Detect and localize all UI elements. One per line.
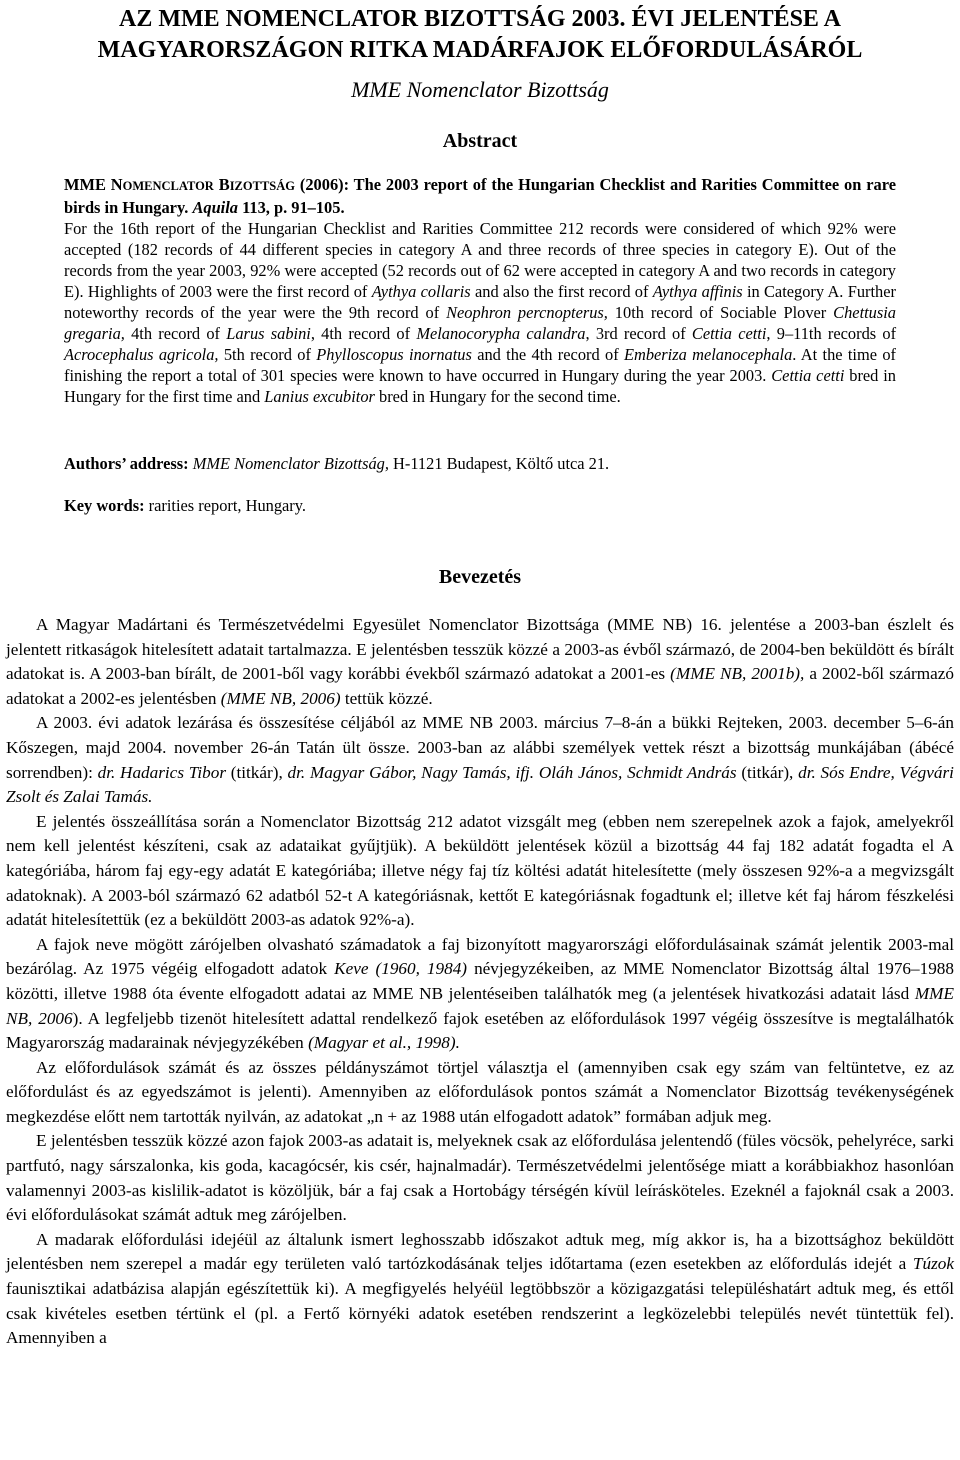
italic-text: Keve (1960, 1984) (334, 959, 468, 979)
text: névjegyzékeiben, az MME Nomenclator Bizottság által 1976‒1988 közötti, illetve 1988 óta évente elfogadott adatai az MME NB jelentéseiben találhatók meg (a jelentések hivatkozási adatait lásd (6, 959, 954, 1003)
keywords: Key words: rarities report, Hungary. (64, 496, 306, 515)
abstract-text-segment: , 4th record of (310, 324, 417, 343)
italic-text: dr. Hadarics Tibor (97, 762, 227, 782)
abstract-text-segment: For the 16th report of the Hungarian Checklist and Rarities Committee 212 records were considered of which 92% were accepted (182 records of 44 different species in category A and three records of three species in category E). Out of the records from the year 2003, 92% were accepted (52 records out of 62 were accepted in category A and two records in category E). Highlights of 2003 were the first record of (64, 219, 896, 301)
species-name: Emberiza melanocephala (623, 345, 793, 364)
paper-title (60, 4, 900, 66)
italic-text: MME NB, 2006 (6, 983, 954, 1028)
text: (titkár), (736, 762, 799, 782)
species-name: Cettia cetti (691, 324, 767, 343)
abstract-text-segment: in Category A. Further noteworthy records of the year were the 9th record of (64, 282, 896, 322)
italic-text: (MME NB, 2006) (220, 688, 341, 708)
text: A fajok neve mögött zárójelben olvasható számadatok a faj bizonyított magyarországi előfordulásainak számát jelentik 2003-mal bezárólag. Az 1975 végéig elfogadott adatok (6, 934, 954, 979)
text: Az előfordulások számát és az összes példányszámot törtjel választja el (amennyiben csak egy szám van feltüntetve, ez az előfordulást és az egyedszámot is jelenti). Amennyiben az előfordulások pontos számát a Nomenclator Bizottság tevékenységének megkezdése előtt nem tartották nyilván, az adatokat „n + az 1988 után elfogadott adatok” formában adjuk meg. (6, 1057, 954, 1126)
abstract-text-segment: , 9‒11th records of (766, 324, 897, 343)
species-name: Chettusia gregaria, (64, 303, 897, 343)
text: E jelentés összeállítása során a Nomenclator Bizottság 212 adatot vizsgált meg (ebben nem szerepelnek azok a fajok, amelyekről nem kell jelentést készíteni, csak az adataikat gyűjtjük). A beküldött jelentések közül a bizottság 44 faj 182 adatát fogadta el A kategóriába, három faj egy-egy adatát E kategóriába; illetve négy faj tíz költési adatát hitelesítette (mely összesen 92%-a a megvizsgált adatoknak). A 2003-ból származó 62 adatból 52-t A kategóriásnak, kettőt E kategóriásnak fogadtunk el; illetve két faj három fészkelési adatát hitelesítettük (ez a beküldött 2003-as adatok 92%-a). (6, 811, 954, 930)
species-name: Aythya affinis (652, 282, 743, 301)
paragraph (6, 613, 954, 711)
paragraph (6, 1129, 954, 1227)
text: A Magyar Madártani és Természetvédelmi Egyesület Nomenclator Bizottsága (MME NB) 16. jelentése a 2003-ban észlelt és jelentett ritkaságok hitelesített adatait tartalmazza. E jelentésben tesszük közzé a 2003-as évből származó, de 2004-ben beküldött és bírált adatokat is. A 2003-ban bírált, de 2001-ből vagy korábbi évekből származó adatokat a 2001-es (6, 615, 954, 684)
abstract-text-segment: 5th record of (218, 345, 317, 364)
abstract-block (64, 174, 896, 407)
text: A 2003. évi adatok lezárása és összesítése céljából az MME NB 2003. március 7‒8-án a bükki Rejteken, 2003. december 5‒6-án Kőszegen, majd 2004. november 26-án Tatán ült össze. 2003-ban az alábbi személyek vettek részt a bizottság munkájában (ábécé sorrendben): (6, 713, 954, 782)
italic-text: dr. Sós Endre, Végvári Zsolt és Zalai Tamás. (6, 762, 954, 807)
text: a 2002-ből származó adatokat a 2002-es jelentésben (6, 664, 954, 708)
title-line-1: AZ MME NOMENCLATOR BIZOTTSÁG 2003. ÉVI JELENTÉSE A (119, 6, 841, 32)
abstract-text-segment: and also the first record of (470, 282, 653, 301)
text: A madarak előfordulási idejéül az általunk ismert leghosszabb időszakot adtuk meg, míg akkor is, ha a bizottsághoz beküldött jelentésben nem szerepel a madár egy területen való tartózkodásának teljes időtartama (ezen esetekben az előfordulás idejét a (6, 1229, 954, 1274)
paragraph (6, 810, 954, 933)
section-heading: Bevezetés (438, 566, 522, 588)
paragraph (6, 711, 954, 809)
paragraph (6, 933, 954, 1056)
body-text (6, 613, 954, 1351)
abstract-text-segment: bred in Hungary for the second time. (374, 387, 621, 406)
author-committee: MME Nomenclator Bizottság (351, 77, 609, 102)
abstract-heading: Abstract (442, 130, 518, 152)
italic-text: Túzok (912, 1254, 954, 1274)
authors-address: Authors’ address: MME Nomenclator Bizottság, H-1121 Budapest, Költő utca 21. (64, 454, 610, 473)
abstract-text (64, 218, 896, 407)
species-name: Cettia cetti (771, 366, 845, 385)
abstract-text-segment: , 3rd record of (585, 324, 692, 343)
species-name: Neophron percnopterus, (446, 303, 608, 322)
italic-text: (MME NB, 2001b), (670, 664, 805, 684)
species-name: Melanocorypha calandra (416, 324, 586, 343)
paragraph (6, 1056, 954, 1130)
species-name: Aythya collaris (371, 282, 471, 301)
text: E jelentésben tesszük közzé azon fajok 2003-as adatait is, melyeknek csak az előfordulása jelentendő (füles vöcsök, pehelyréce, sarki partfutó, nagy sárszalonka, kis goda, kacagócsér, kis csér, hajnalmadár). Természetvédelmi jelentősége miatt a korábbiakhoz hasonlóan valamennyi 2003-as kislilik-adatot is közöljük, bár a faj csak a Hortobágy térségén kívül leírásköteles. Ezeknél a fajoknál csak a 2003. évi előfordulásokat számát adtuk meg zárójelben. (6, 1131, 954, 1225)
text: ). A legfeljebb tizenöt hitelesített adattal rendelkező fajok esetében az előfordulások 1997 végéig összesítve is megtalálhatók Magyarország madarainak névjegyzékében (6, 1008, 954, 1053)
text: (titkár), (226, 762, 288, 782)
abstract-text-segment: bred in Hungary for the first time and (64, 366, 896, 406)
species-name: Acrocephalus agricola, (64, 345, 219, 364)
journal-name: Aquila (192, 198, 238, 217)
abstract-text-segment: 10th record of Sociable Plover (607, 303, 834, 322)
abstract-text-segment: 4th record of (124, 324, 227, 343)
paragraph (6, 1228, 954, 1351)
text: tettük közzé. (340, 688, 433, 708)
text: faunisztikai adatbázisa alapján egészítettük ki). A megfigyelés helyéül legtöbbször a közigazgatási településhatárt adtuk meg, és ettől csak kivételes esetben tértünk el (pl. a Fertő környéki adatok esetében rendszerint a legközelebbi település nevét tüntettük fel). Amennyiben a (6, 1279, 954, 1348)
abstract-text-segment: and the 4th record of (471, 345, 624, 364)
abstract-text-segment: . At the time of finishing the report a total of 301 species were known to have occurred in Hungary during the year 2003. (64, 345, 896, 385)
abstract-citation: MME NOMENCLATOR BIZOTTSÁG (2006): The 2003 report of the Hungarian Checklist and Rarities Committee on rare birds in Hungary. Aquila 113, p. 91‒105. (64, 175, 896, 217)
species-name: Phylloscopus inornatus (316, 345, 472, 364)
italic-text: dr. Magyar Gábor, Nagy Tamás, ifj. Oláh János, Schmidt András (287, 762, 737, 782)
italic-text: (Magyar et al., 1998). (308, 1033, 460, 1053)
title-line-2: MAGYARORSZÁGON RITKA MADÁRFAJOK ELŐFORDULÁSÁRÓL (97, 37, 863, 63)
species-name: Lanius excubitor (264, 387, 375, 406)
species-name: Larus sabini (226, 324, 311, 343)
